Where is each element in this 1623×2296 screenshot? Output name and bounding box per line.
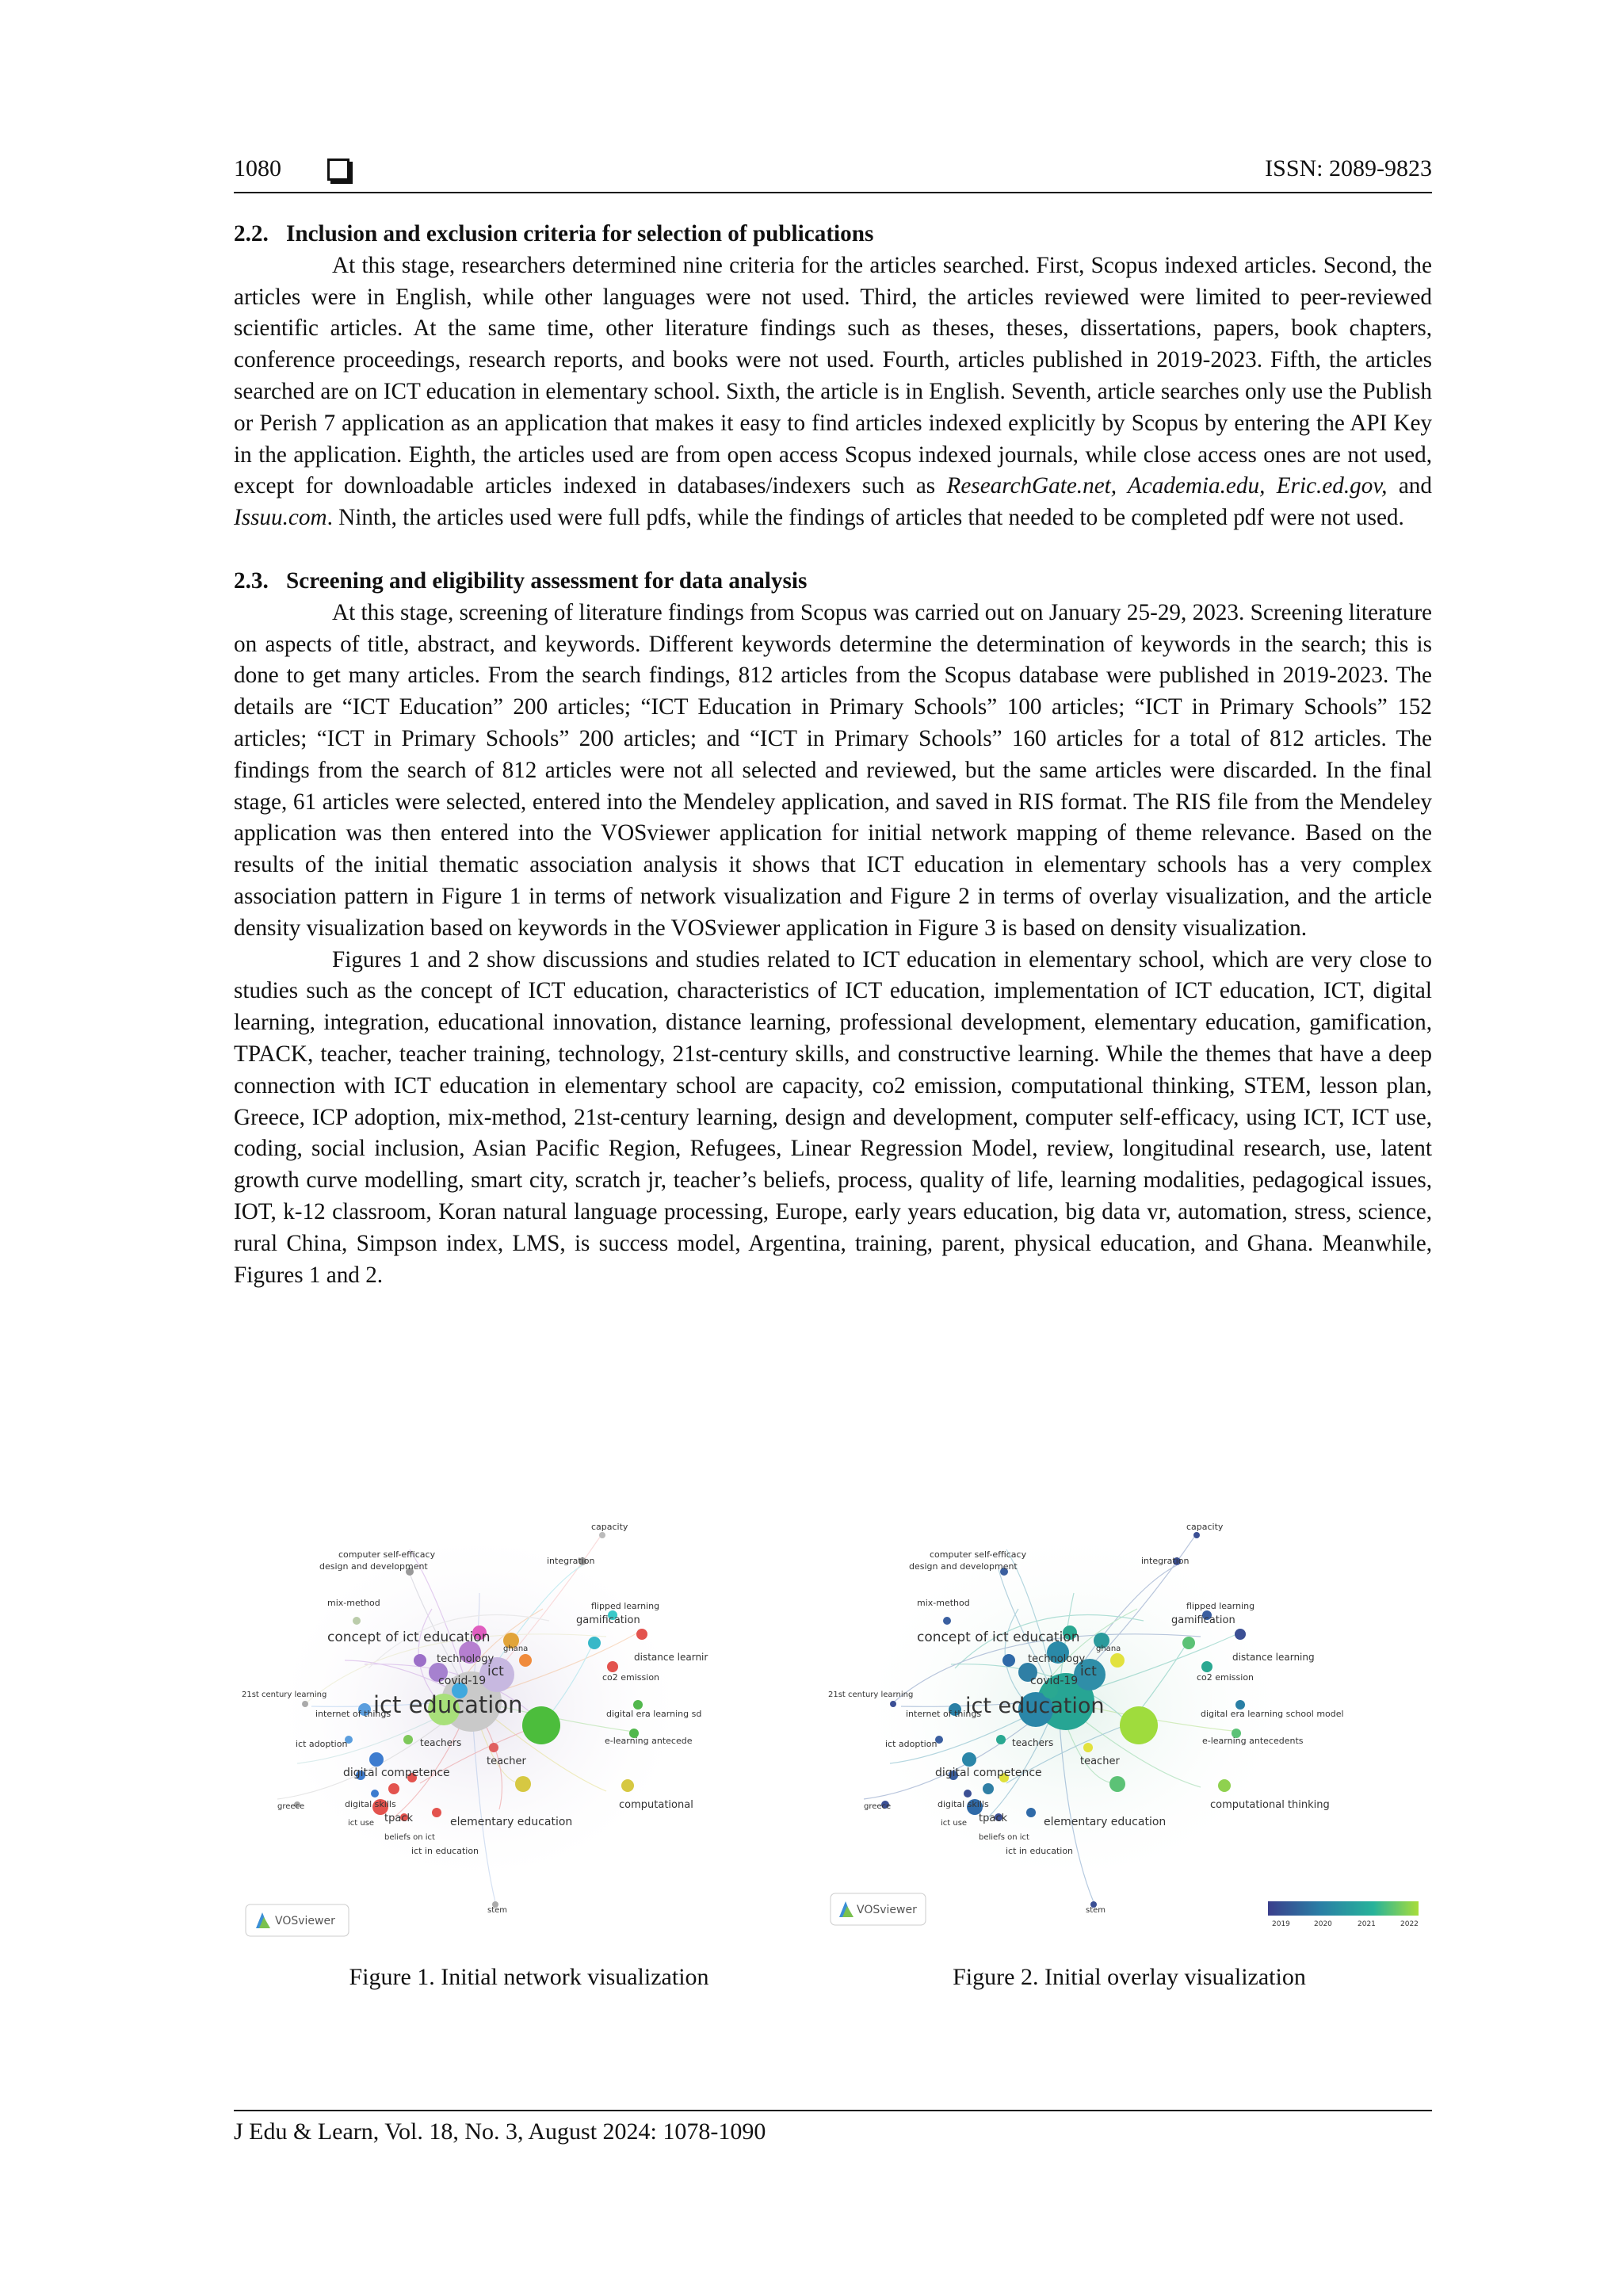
svg-text:computational: computational <box>619 1799 693 1811</box>
svg-text:capacity: capacity <box>1186 1522 1224 1532</box>
svg-text:mix-method: mix-method <box>327 1598 380 1608</box>
node-mix <box>943 1617 951 1625</box>
network-graph <box>242 1502 816 1946</box>
footer-rule <box>234 2110 1432 2111</box>
node-ictuse <box>371 1790 379 1797</box>
svg-text:distance learning: distance learning <box>1232 1652 1315 1663</box>
node-digcomp <box>962 1752 976 1767</box>
node-impl <box>1026 1808 1036 1817</box>
svg-text:design and development: design and development <box>909 1561 1018 1572</box>
section-heading-2-3: 2.3. Screening and eligibility assessment for data analysis <box>234 567 808 594</box>
svg-text:ict use: ict use <box>348 1819 375 1828</box>
node-green-large <box>522 1706 560 1744</box>
page-header <box>234 155 1432 187</box>
node-purple <box>414 1654 426 1667</box>
svg-text:e-learning antecedents: e-learning antecedents <box>1202 1736 1304 1746</box>
node-blue <box>1002 1654 1015 1667</box>
svg-text:gamification: gamification <box>576 1614 640 1626</box>
node-green-large <box>1120 1706 1158 1744</box>
svg-text:greece: greece <box>864 1802 892 1811</box>
svg-text:greece: greece <box>277 1802 305 1811</box>
svg-text:stem: stem <box>1086 1906 1106 1915</box>
svg-text:flipped learning: flipped learning <box>591 1601 660 1611</box>
svg-text:ict: ict <box>1080 1664 1097 1679</box>
node-green-small <box>403 1735 413 1744</box>
node-elem <box>515 1776 531 1792</box>
svg-text:digital skills: digital skills <box>938 1799 989 1809</box>
svg-text:teacher: teacher <box>487 1755 526 1767</box>
svg-text:21st century learning: 21st century learning <box>828 1690 914 1699</box>
svg-text:21st century learning: 21st century learning <box>242 1690 327 1699</box>
svg-text:capacity: capacity <box>591 1522 628 1532</box>
svg-text:ict in education: ict in education <box>411 1846 479 1856</box>
node-c21 <box>890 1701 896 1707</box>
node-co2 <box>1201 1661 1212 1672</box>
svg-text:internet of things: internet of things <box>315 1709 391 1719</box>
svg-text:2022: 2022 <box>1400 1920 1419 1928</box>
svg-text:teachers: teachers <box>420 1737 462 1748</box>
vosviewer-logo <box>246 1904 349 1936</box>
svg-text:ghana: ghana <box>1096 1645 1121 1653</box>
node-elem <box>1109 1776 1125 1792</box>
section-heading-2-2: 2.2. Inclusion and exclusion criteria for selection of publications <box>234 221 874 246</box>
svg-text:digital era learning sd: digital era learning sd <box>606 1709 702 1719</box>
svg-text:teacher: teacher <box>1080 1755 1120 1767</box>
svg-text:technology: technology <box>437 1653 495 1665</box>
svg-text:digital competence: digital competence <box>935 1767 1042 1779</box>
node-capacity <box>599 1532 605 1538</box>
svg-text:2021: 2021 <box>1358 1920 1376 1928</box>
svg-text:co2 emission: co2 emission <box>602 1672 660 1683</box>
svg-text:mix-method: mix-method <box>917 1598 970 1608</box>
vosviewer-logo <box>831 1893 926 1925</box>
node-distance <box>1235 1629 1246 1640</box>
svg-text:ict use: ict use <box>941 1819 968 1828</box>
svg-text:digital skills: digital skills <box>345 1799 396 1809</box>
node-teacher <box>1083 1743 1093 1752</box>
svg-text:elementary education: elementary education <box>1044 1816 1167 1828</box>
node-gamification <box>1182 1637 1195 1649</box>
node-distance <box>636 1629 647 1640</box>
svg-text:ict adoption: ict adoption <box>296 1739 348 1749</box>
svg-text:e-learning antecede: e-learning antecede <box>605 1736 693 1746</box>
node-gamification <box>588 1637 601 1649</box>
footer-citation: J Edu & Learn, Vol. 18, No. 3, August 2024: 1078-1090 <box>234 2118 766 2145</box>
svg-text:co2 emission: co2 emission <box>1197 1672 1254 1683</box>
paragraph-figures-discussion: Figures 1 and 2 show discussions and studies related to ICT education in elementary school, which are very close to studies such as the concept of ICT education, characteristics of ICT education, implementation of ICT education, ICT, digital learning, integration, educational innovation, distance learning, professional development, elementary education, gamification, TPACK, teacher, teacher training, technology, 21st-century skills, and constructive learning. While the themes that have a deep connection with ICT education in elementary school are capacity, co2 emission, computational thinking, STEM, lesson plan, Greece, ICP adoption, mix-method, 21st-century learning, design and development, computer self-efficacy, using ICT, ICT use, coding, social inclusion, Asian Pacific Region, Refugees, Linear Regression Model, review, longitudinal research, use, latent growth curve modelling, smart city, scratch jr, teacher’s beliefs, process, quality of life, learning modalities, pedagogical issues, IOT, k-12 classroom, Koran natural language processing, Europe, early years education, big data vr, automation, stress, science, rural China, Simpson index, LMS, is success model, Argentina, training, parent, physical education, and Ghana. Meanwhile, Figures 1 and 2. <box>234 946 1432 1288</box>
svg-text:beliefs on ict: beliefs on ict <box>384 1833 435 1842</box>
svg-text:VOSviewer: VOSviewer <box>857 1904 917 1916</box>
node-blue2 <box>983 1783 994 1794</box>
node-teacher <box>489 1743 498 1752</box>
checkbox-square-icon <box>327 159 349 181</box>
node-impl <box>432 1808 441 1817</box>
node-c21 <box>302 1701 308 1707</box>
svg-text:technology: technology <box>1028 1653 1086 1665</box>
overlay-graph <box>828 1502 1430 1946</box>
node-ictuse <box>964 1790 972 1797</box>
node-capacity <box>1193 1532 1200 1538</box>
figure-1-network-visualization <box>242 1502 816 1946</box>
article-body <box>234 219 1432 1291</box>
node-computational <box>621 1779 634 1792</box>
node-computational <box>1218 1779 1231 1792</box>
svg-text:ict education: ict education <box>373 1691 523 1718</box>
svg-text:teachers: teachers <box>1012 1737 1054 1748</box>
svg-text:gamification: gamification <box>1171 1614 1235 1626</box>
svg-text:stem: stem <box>487 1906 508 1915</box>
node-orange <box>519 1654 532 1667</box>
header-rule <box>234 192 1432 193</box>
node-yellow <box>1110 1653 1125 1668</box>
figure-2-caption: Figure 2. Initial overlay visualization <box>953 1964 1306 1990</box>
svg-text:VOSviewer: VOSviewer <box>275 1915 335 1927</box>
node-co2 <box>607 1661 618 1672</box>
page-number: 1080 <box>234 155 281 181</box>
svg-text:ghana: ghana <box>503 1645 529 1653</box>
issn: ISSN: 2089-9823 <box>1265 155 1432 181</box>
legend-gradient-bar <box>1268 1901 1419 1916</box>
paragraph-screening: At this stage, screening of literature findings from Scopus was carried out on January 25-29, 2023. Screening literature on aspects of title, abstract, and keywords. Different keywords determine the determination of keywords in the search; this is done to get many articles. From the search findings, 812 articles from the Scopus database were published in 2019-2023. The details are “ICT Education” 200 articles; “ICT Education in Primary Schools” 100 articles; “ICT in Primary Schools” 152 articles; “ICT in Primary Schools” 200 articles; and “ICT in Primary Schools” 160 articles for a total of 812 articles. The findings from the search of 812 articles were not all selected and reviewed, but the same articles were discarded. In the final stage, 61 articles were selected, entered into the Mendeley application, and saved in RIS format. The RIS file from the Mendeley application was then entered into the VOSviewer application for initial network mapping of theme relevance. Based on the results of the initial thematic association analysis it shows that ICT education in elementary schools has a very complex association pattern in Figure 1 in terms of network visualization and Figure 2 in terms of overlay visualization, and the article density visualization based on keywords in the VOSviewer application in Figure 3 is based on density visualization. <box>234 599 1432 941</box>
paragraph-inclusion-criteria: At this stage, researchers determined nine criteria for the articles searched. First, Scopus indexed articles. Second, the articles were in English, while other languages were not used. Third, the articles reviewed were limited to peer-reviewed scientific articles. At the same time, other literature findings such as theses, theses, dissertations, papers, book chapters, conference proceedings, research reports, and books were not used. Fourth, articles published in 2019-2023. Fifth, the articles searched are on ICT education in elementary school. Sixth, the article is in English. Seventh, article searches only use the Publish or Perish 7 application as an application that makes it easy to find articles indexed explicitly by Scopus by entering the API Key in the application. Eighth, the articles used are from open access Scopus indexed journals, while close access ones are not used, except for downloadable articles indexed in databases/indexers such as ResearchGate.net, Academia.edu, Eric.ed.gov, and Issuu.com. Ninth, the articles used were full pdfs, while the findings of articles that needed to be completed pdf were not used. <box>234 252 1432 531</box>
svg-text:design and development: design and development <box>319 1561 428 1572</box>
svg-text:2020: 2020 <box>1314 1920 1332 1928</box>
svg-text:tpack: tpack <box>384 1813 413 1824</box>
svg-text:elementary education: elementary education <box>450 1816 573 1828</box>
node-mix <box>353 1617 361 1625</box>
svg-text:computer self-efficacy: computer self-efficacy <box>930 1549 1027 1560</box>
year-legend <box>1268 1901 1419 1928</box>
svg-text:tpack: tpack <box>979 1813 1007 1824</box>
svg-text:computer self-efficacy: computer self-efficacy <box>338 1549 436 1560</box>
svg-text:ict: ict <box>487 1664 504 1679</box>
svg-text:2019: 2019 <box>1272 1920 1290 1928</box>
svg-text:digital era learning school mo: digital era learning school model <box>1201 1709 1344 1719</box>
svg-text:beliefs on ict: beliefs on ict <box>979 1833 1029 1842</box>
svg-text:computational thinking: computational thinking <box>1210 1799 1330 1811</box>
node-red2 <box>388 1783 399 1794</box>
svg-text:concept of ict education: concept of ict education <box>917 1629 1080 1645</box>
svg-text:distance learnir: distance learnir <box>634 1652 708 1663</box>
node-teal-small <box>996 1735 1006 1744</box>
svg-text:flipped learning: flipped learning <box>1186 1601 1255 1611</box>
svg-text:integration: integration <box>547 1556 595 1566</box>
svg-text:ict education: ict education <box>965 1694 1105 1718</box>
svg-text:ict in education: ict in education <box>1006 1846 1074 1856</box>
svg-text:covid-19: covid-19 <box>1030 1675 1079 1687</box>
svg-text:digital competence: digital competence <box>343 1767 450 1779</box>
svg-text:integration: integration <box>1141 1556 1190 1566</box>
svg-text:ict adoption: ict adoption <box>885 1739 938 1749</box>
figure-1-caption: Figure 1. Initial network visualization <box>349 1964 709 1990</box>
svg-text:covid-19: covid-19 <box>438 1675 487 1687</box>
svg-text:internet of things: internet of things <box>906 1709 982 1719</box>
node-digcomp <box>369 1752 384 1767</box>
svg-text:concept of ict education: concept of ict education <box>327 1629 491 1645</box>
figure-2-overlay-visualization <box>828 1502 1430 1946</box>
